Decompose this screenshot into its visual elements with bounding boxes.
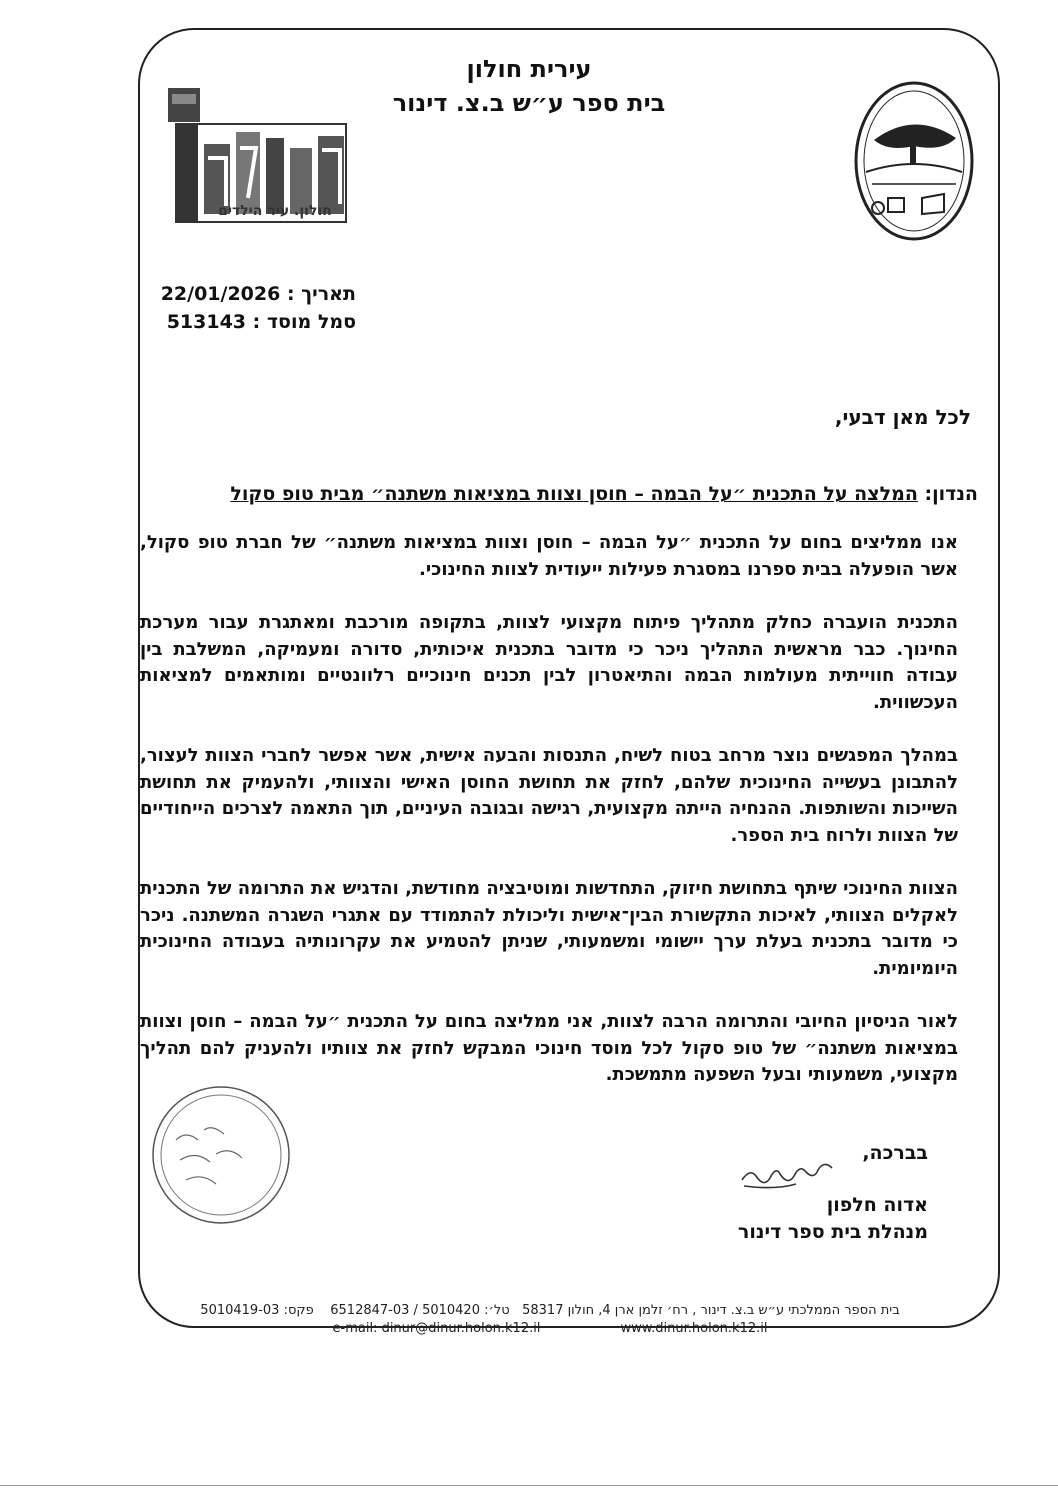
subject-text: המלצה על התכנית ״על הבמה – חוסן וצוות במציאות משתנה״ מבית טופ סקול: [230, 483, 918, 505]
school-stamp: [146, 1080, 296, 1230]
municipality-name: עירית חולון: [466, 55, 592, 83]
footer-website[interactable]: www.dinur.holon.k12.il: [620, 1321, 768, 1336]
signer-title: מנהלת בית ספר דינור: [737, 1221, 928, 1243]
footer-web-line: [150, 1320, 950, 1338]
footer-fax: פקס: 5010419-03: [200, 1303, 314, 1318]
signoff-block: [738, 1140, 928, 1246]
institution-line: סמל מוסד : 513143: [166, 311, 356, 333]
school-seal-logo: [852, 80, 976, 242]
footer-email[interactable]: e-mail: dinur@dinur.holon.k12.il: [332, 1321, 541, 1336]
paragraph: התכנית הועברה כחלק מתהליך פיתוח מקצועי לצוות, בתקופה מורכבת ומאתגרת עבור מערכת החינוך. כבר מראשית התהליך ניכר כי מדובר בתכנית איכותית, סדורה ומעמיקה, המשלבת בין עבודה חווייתית מעולמות הבמה והתיאטרון לבין תכנים חינוכיים רלוונטיים ומותאמים למציאות העכשווית.: [140, 612, 958, 713]
institution-code: 513143: [166, 311, 247, 333]
paragraph: במהלך המפגשים נוצר מרחב בטוח לשיח, התנסות והבעה אישית, אשר אפשר לחברי הצוות לעצור, להתבונן בעשייה החינוכית שלהם, לחזק את תחושת החוסן האישי והצוותי, ולהעמיק את תחושת השייכות והשותפות. ההנחיה הייתה מקצועית, רגישה ובגובה העיניים, תוך התאמה לצרכים הייחודיים של הצוות ולרוח בית הספר.: [140, 745, 958, 846]
holon-emblem-icon: [168, 88, 200, 122]
letter-body: [140, 530, 958, 1116]
subject-line: [230, 483, 978, 505]
paragraph: לאור הניסיון החיובי והתרומה הרבה לצוות, אני ממליצה בחום על התכנית ״על הבמה – חוסן וצוות במציאות משתנה״ של טופ סקול לכל מוסד חינוכי המבקש לחזק את צוותיו ולהעניק להם תהליך מקצועי, משמעותי ובעל השפעה מתמשכת.: [140, 1011, 958, 1085]
footer-address: בית הספר הממלכתי ע״ש ב.צ. דינור , רח׳ זלמן ארן 4, חולון 58317: [522, 1303, 900, 1318]
signature-space: [738, 1167, 928, 1192]
date-value: 22/01/2026: [160, 283, 281, 305]
paragraph: אנו ממליצים בחום על התכנית ״על הבמה – חוסן וצוות במציאות משתנה״ של חברת טופ סקול, אשר הופעלה בבית ספרנו במסגרת פעילות ייעודית לצוות החינוכי.: [140, 532, 958, 580]
holon-logo-caption: חולון. עיר הילדים: [218, 203, 332, 219]
school-name: בית ספר ע״ש ב.צ. דינור: [392, 89, 666, 117]
letter-footer: [150, 1302, 950, 1338]
paragraph: הצוות החינוכי שיתף בתחושת חיזוק, התחדשות ומוטיבציה מחודשת, והדגיש את התרומה של התכנית לאקלים הצוותי, לאיכות התקשורת הבין־אישית וליכולת להתמודד עם אתגרי השגרה המשתנה. ניכר כי מדובר בתכנית בעלת ערך יישומי ומשמעותי, שניתן להטמיע את עקרונותיה בעבודה החינוכית היומיומית.: [140, 878, 958, 979]
signer-name: אדוה חלפון: [826, 1194, 928, 1216]
footer-phones: טל׳: 5010420 / 6512847-03: [330, 1303, 510, 1318]
document-meta: [161, 280, 356, 336]
footer-contact-line: [150, 1302, 950, 1320]
closing: בברכה,: [862, 1142, 928, 1164]
subject-prefix: הנדון:: [924, 483, 978, 505]
page-bottom-rule: [0, 1485, 1058, 1486]
date-line: תאריך : 22/01/2026: [160, 283, 356, 305]
salutation: לכל מאן דבעי,: [834, 405, 971, 429]
